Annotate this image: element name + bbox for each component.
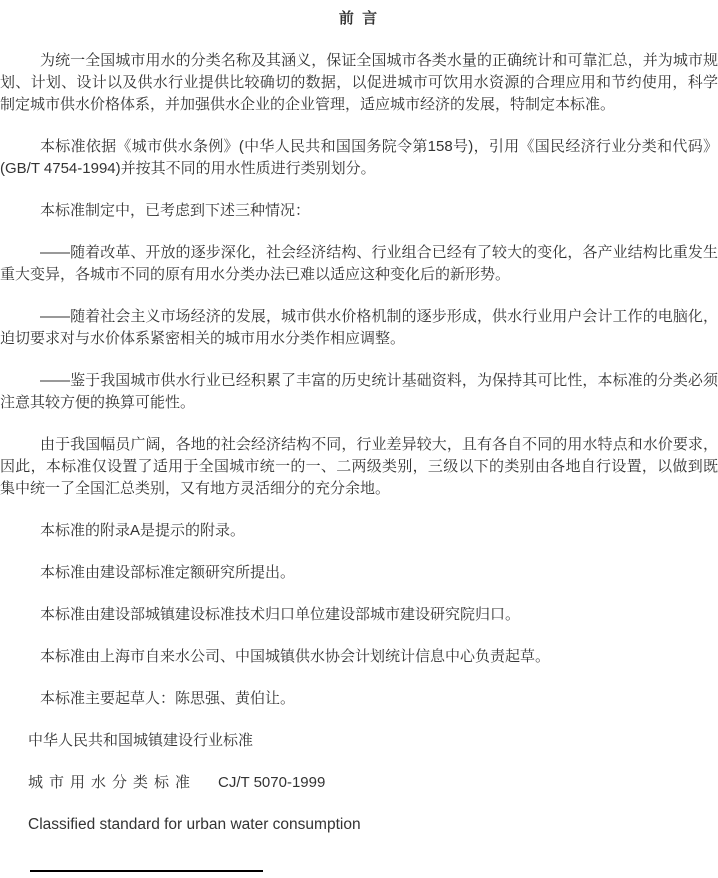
paragraph-appendix-note: 本标准的附录A是提示的附录。 bbox=[40, 522, 246, 539]
paragraph-proposed-by: 本标准由建设部标准定额研究所提出。 bbox=[40, 564, 296, 581]
paragraph-considerations-lead: 本标准制定中，已考虑到下述三种情况： bbox=[40, 202, 311, 219]
paragraph-drafted-by: 本标准由上海市自来水公司、中国城镇供水协会计划统计信息中心负责起草。 bbox=[40, 648, 551, 665]
paragraph-managed-by: 本标准由建设部城镇建设标准技术归口单位建设部城市建设研究院归口。 bbox=[40, 606, 521, 623]
paragraph-consideration-1: ——随着改革、开放的逐步深化，社会经济结构、行业组合已经有了较大的变化，各产业结构比重发生重大变异，各城市不同的原有用水分类办法已难以适应这种变化后的新形势。 bbox=[0, 244, 718, 283]
paragraph-intro: 为统一全国城市用水的分类名称及其涵义，保证全国城市各类水量的正确统计和可靠汇总，并为城市规划、计划、设计以及供水行业提供比较确切的数据，以促进城市可饮用水资源的合理应用和节约使用，科学制定城市供水价格体系，并加强供水企业的企业管理，适应城市经济的发展，特制定本标准。 bbox=[0, 52, 718, 113]
footnote-separator-rule bbox=[30, 870, 263, 872]
paragraph-scope: 由于我国幅员广阔，各地的社会经济结构不同，行业差异较大，且有各自不同的用水特点和水价要求，因此，本标准仅设置了适用于全国城市统一的一、二两级类别，三级以下的类别由各地自行设置，以做到既集中统一了全国汇总类别，又有地方灵活细分的充分余地。 bbox=[0, 436, 718, 497]
standard-name-en: Classified standard for urban water consumption bbox=[28, 816, 361, 833]
standard-name-zh: 城市用水分类标准 bbox=[28, 774, 197, 791]
paragraph-consideration-3: ——鉴于我国城市供水行业已经积累了丰富的历史统计基础资料，为保持其可比性，本标准的分类必须注意其较方便的换算可能性。 bbox=[0, 372, 718, 411]
paragraph-basis: 本标准依据《城市供水条例》(中华人民共和国国务院令第158号)，引用《国民经济行业分类和代码》(GB/T 4754-1994)并按其不同的用水性质进行类别划分。 bbox=[0, 138, 718, 177]
page-title: 前 言 bbox=[338, 10, 380, 27]
standard-title-line bbox=[0, 772, 718, 794]
standard-type-line: 中华人民共和国城镇建设行业标准 bbox=[28, 732, 254, 749]
standard-code: CJ/T 5070-1999 bbox=[218, 774, 326, 791]
paragraph-drafters: 本标准主要起草人：陈思强、黄伯让。 bbox=[40, 690, 296, 707]
paragraph-consideration-2: ——随着社会主义市场经济的发展，城市供水价格机制的逐步形成，供水行业用户会计工作的电脑化，迫切要求对与水价体系紧密相关的城市用水分类作相应调整。 bbox=[0, 308, 718, 347]
